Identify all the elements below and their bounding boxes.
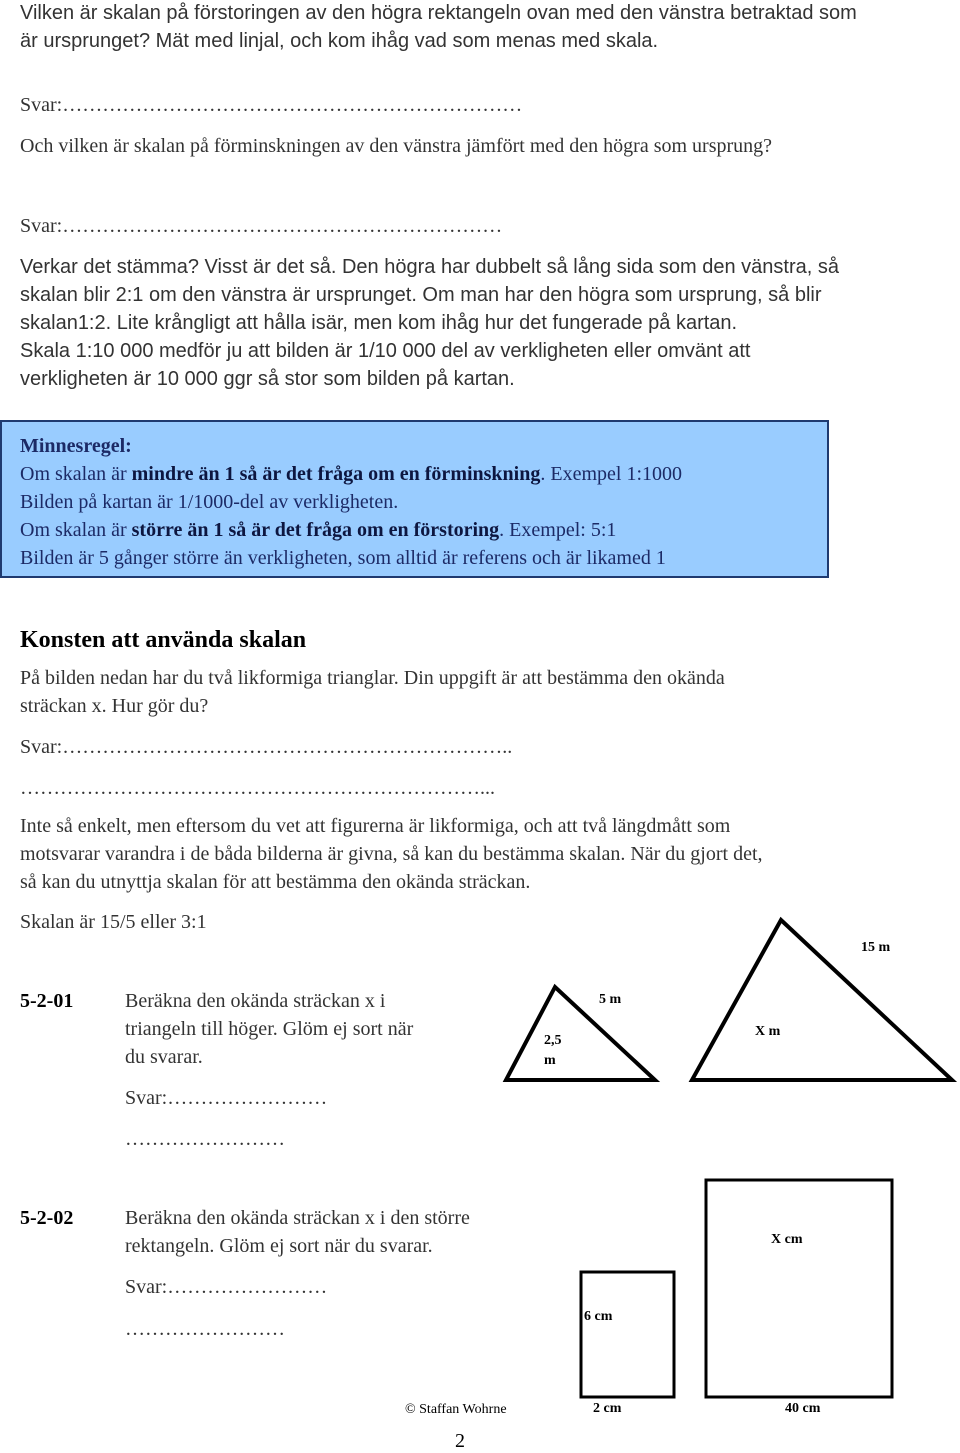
question-2: Och vilken är skalan på förminskningen av den vänstra jämfört med den högra som ursprung?: [20, 135, 773, 157]
small-triangle: [506, 987, 655, 1080]
small-triangle-top-label: 5 m: [599, 992, 622, 1007]
section-line-1: På bilden nedan har du två likformiga trianglar. Din uppgift är att bestämma den okända: [20, 667, 725, 689]
rule-line-1-pre: Om skalan är: [20, 463, 132, 485]
paragraph-line-3: skalan1:2. Lite krångligt att hålla isär, men kom ihåg hur det fungerade på kartan.: [20, 312, 738, 334]
small-triangle-side-unit: m: [544, 1053, 556, 1068]
intro-line-2: är ursprunget? Mät med linjal, och kom ihåg vad som menas med skala.: [20, 30, 659, 52]
intro-line-1: Vilken är skalan på förstoringen av den högra rektangeln ovan med den vänstra betraktad som: [20, 2, 857, 24]
big-triangle-top-label: 15 m: [861, 940, 891, 955]
paragraph-line-4: Skala 1:10 000 medför ju att bilden är 1/10 000 del av verkligheten eller omvänt att: [20, 340, 751, 362]
rule-line-1-bold: mindre än 1 så är det fråga om en förminskning: [131, 463, 541, 485]
section-line-4: motsvarar varandra i de båda bilderna är givna, så kan du bestämma skalan. När du gjort det,: [20, 843, 763, 865]
task-2-answer-dots[interactable]: ……………………: [125, 1318, 285, 1340]
task-2-number: 5-2-02: [20, 1207, 74, 1229]
task-1-line-1: Beräkna den okända sträckan x i: [125, 990, 386, 1012]
paragraph-line-2: skalan blir 2:1 om den vänstra är ursprunget. Om man har den högra som ursprung, så blir: [20, 284, 822, 306]
task-1-answer-dots[interactable]: ……………………: [125, 1128, 285, 1150]
section-line-3: Inte så enkelt, men eftersom du vet att figurerna är likformiga, och att två längdmått som: [20, 815, 731, 837]
rule-line-3-post: . Exempel: 5:1: [499, 519, 617, 541]
section-line-2: sträckan x. Hur gör du?: [20, 695, 209, 717]
page-number: 2: [455, 1430, 465, 1452]
task-1-line-3: du svarar.: [125, 1046, 203, 1068]
small-rectangle: [581, 1272, 674, 1397]
small-rectangle-width-label: 2 cm: [593, 1401, 622, 1416]
big-rectangle-width-label: 40 cm: [785, 1401, 821, 1416]
paragraph-line-5: verkligheten är 10 000 ggr så stor som bilden på kartan.: [20, 368, 515, 390]
task-1-number: 5-2-01: [20, 990, 74, 1012]
rule-line-2: Bilden på kartan är 1/1000-del av verkligheten.: [20, 491, 399, 513]
big-triangle-x-label: X m: [755, 1024, 781, 1039]
copyright: © Staffan Wohrne: [405, 1402, 507, 1417]
task-2-line-2: rektangeln. Glöm ej sort när du svarar.: [125, 1235, 433, 1257]
task-1-line-2: triangeln till höger. Glöm ej sort när: [125, 1018, 414, 1040]
answer-line-1[interactable]: Svar:……………………………………………………………: [20, 94, 523, 116]
section-answer-dots[interactable]: ……………………………………………………………...: [20, 777, 495, 799]
big-rectangle-x-label: X cm: [771, 1232, 803, 1247]
rule-line-1-post: . Exempel 1:1000: [540, 463, 683, 485]
scale-statement: Skalan är 15/5 eller 3:1: [20, 911, 207, 933]
section-answer-line[interactable]: Svar:…………………………………………………………..: [20, 736, 513, 758]
task-2-line-1: Beräkna den okända sträckan x i den större: [125, 1207, 470, 1229]
small-triangle-side-value: 2,5: [544, 1033, 562, 1048]
section-line-5: så kan du utnyttja skalan för att bestämma den okända sträckan.: [20, 871, 531, 893]
big-rectangle: [706, 1180, 892, 1397]
rule-title: Minnesregel:: [20, 435, 132, 457]
small-rectangle-height-label: 6 cm: [584, 1309, 613, 1324]
task-1-answer[interactable]: Svar:……………………: [125, 1087, 328, 1109]
rule-line-3-pre: Om skalan är: [20, 519, 132, 541]
task-2-answer[interactable]: Svar:……………………: [125, 1276, 328, 1298]
big-triangle: [692, 920, 952, 1080]
paragraph-line-1: Verkar det stämma? Visst är det så. Den högra har dubbelt så lång sida som den vänstra, så: [20, 256, 839, 278]
section-heading: Konsten att använda skalan: [20, 627, 307, 653]
rule-line-4: Bilden är 5 gånger större än verkligheten, som alltid är referens och är likamed 1: [20, 547, 666, 569]
answer-line-2[interactable]: Svar:…………………………………………………………: [20, 215, 503, 237]
rule-line-3-bold: större än 1 så är det fråga om en förstoring: [131, 519, 500, 541]
